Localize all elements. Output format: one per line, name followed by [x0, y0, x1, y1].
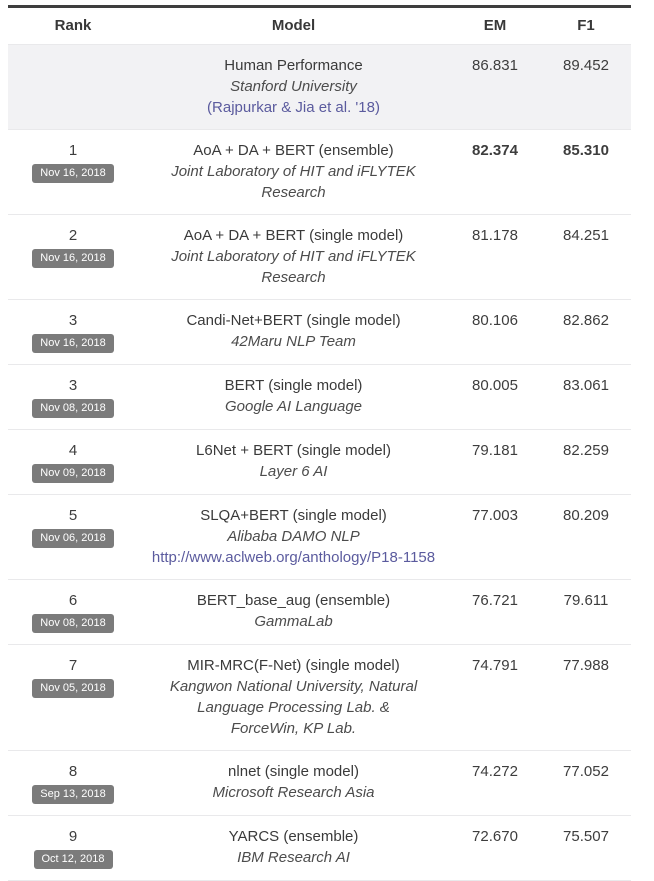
- model-cell: [138, 225, 449, 288]
- em-value: 86.831: [472, 57, 518, 74]
- f1-value: 82.259: [563, 442, 609, 459]
- model-name: Candi-Net+BERT (single model): [186, 312, 401, 329]
- table-row: [8, 300, 631, 365]
- f1-value: 83.061: [563, 377, 609, 394]
- institution: GammaLab: [254, 613, 333, 630]
- date-badge: Nov 06, 2018: [32, 529, 113, 548]
- column-header-em: EM: [483, 17, 507, 34]
- model-cell: [138, 440, 449, 482]
- model-name: BERT_base_aug (ensemble): [196, 592, 391, 609]
- rank-number: 4: [68, 442, 78, 459]
- rank-number: 6: [68, 592, 78, 609]
- date-badge: Nov 16, 2018: [32, 249, 113, 268]
- em-value: 79.181: [472, 442, 518, 459]
- column-header-rank: Rank: [54, 17, 92, 34]
- table-row: [8, 215, 631, 300]
- date-badge: Nov 16, 2018: [32, 334, 113, 353]
- rank-number: 1: [68, 142, 78, 159]
- model-name: AoA + DA + BERT (single model): [183, 227, 404, 244]
- model-name: Human Performance: [224, 57, 363, 74]
- date-badge: Nov 08, 2018: [32, 614, 113, 633]
- rank-cell: [8, 826, 138, 869]
- table-row: [8, 645, 631, 751]
- em-value: 72.670: [472, 828, 518, 845]
- em-value: 74.791: [472, 657, 518, 674]
- rank-cell: [8, 505, 138, 548]
- column-header-model: Model: [271, 17, 316, 34]
- model-name: nlnet (single model): [228, 763, 359, 780]
- rank-cell: [8, 590, 138, 633]
- rank-number: 3: [68, 377, 78, 394]
- model-cell: [138, 761, 449, 803]
- date-badge: Oct 12, 2018: [34, 850, 113, 869]
- em-value: 80.106: [472, 312, 518, 329]
- institution: Kangwon National University, Natural Language Processing Lab. & ForceWin, KP Lab.: [169, 678, 418, 737]
- table-row: [8, 130, 631, 215]
- column-header-f1: F1: [577, 17, 595, 34]
- date-badge: Nov 09, 2018: [32, 464, 113, 483]
- rank-number: 8: [68, 763, 78, 780]
- rank-cell: [8, 440, 138, 483]
- table-row: [8, 580, 631, 645]
- f1-value: 89.452: [563, 57, 609, 74]
- paper-link[interactable]: (Rajpurkar & Jia et al. '18): [207, 99, 380, 116]
- paper-link[interactable]: http://www.aclweb.org/anthology/P18-1158: [151, 549, 436, 566]
- f1-value: 84.251: [563, 227, 609, 244]
- header-row: [8, 8, 631, 45]
- institution: Layer 6 AI: [259, 463, 328, 480]
- date-badge: Nov 08, 2018: [32, 399, 113, 418]
- model-cell: [138, 375, 449, 417]
- rank-number: 3: [68, 312, 78, 329]
- rank-number: 7: [68, 657, 78, 674]
- f1-value: 85.310: [563, 142, 609, 159]
- table-row: [8, 751, 631, 816]
- rank-number: 5: [68, 507, 78, 524]
- rank-cell: [8, 140, 138, 183]
- rank-cell: [8, 655, 138, 698]
- model-name: AoA + DA + BERT (ensemble): [193, 142, 394, 159]
- rank-number: 9: [68, 828, 78, 845]
- model-cell: [138, 505, 449, 568]
- institution: Microsoft Research Asia: [212, 784, 375, 801]
- institution: Alibaba DAMO NLP: [227, 528, 360, 545]
- f1-value: 77.988: [563, 657, 609, 674]
- f1-value: 79.611: [563, 592, 609, 609]
- em-value: 80.005: [472, 377, 518, 394]
- f1-value: 80.209: [563, 507, 609, 524]
- table-row: [8, 430, 631, 495]
- model-name: MIR-MRC(F-Net) (single model): [187, 657, 400, 674]
- model-cell: [138, 310, 449, 352]
- date-badge: Sep 13, 2018: [32, 785, 113, 804]
- model-cell: [138, 55, 449, 118]
- institution: Stanford University: [230, 78, 357, 95]
- institution: 42Maru NLP Team: [231, 333, 356, 350]
- model-name: SLQA+BERT (single model): [200, 507, 387, 524]
- model-name: L6Net + BERT (single model): [196, 442, 391, 459]
- em-value: 81.178: [472, 227, 518, 244]
- rank-number: 2: [68, 227, 78, 244]
- institution: Joint Laboratory of HIT and iFLYTEK Research: [171, 163, 416, 201]
- institution: Joint Laboratory of HIT and iFLYTEK Research: [171, 248, 416, 286]
- date-badge: Nov 16, 2018: [32, 164, 113, 183]
- f1-value: 77.052: [563, 763, 609, 780]
- table-row: [8, 365, 631, 430]
- model-name: YARCS (ensemble): [228, 828, 359, 845]
- f1-value: 82.862: [563, 312, 609, 329]
- date-badge: Nov 05, 2018: [32, 679, 113, 698]
- rank-cell: [8, 310, 138, 353]
- table-row: [8, 495, 631, 580]
- leaderboard-table: [8, 5, 631, 881]
- table-row: [8, 816, 631, 881]
- model-cell: [138, 826, 449, 868]
- institution: Google AI Language: [224, 398, 363, 415]
- f1-value: 75.507: [563, 828, 609, 845]
- model-cell: [138, 590, 449, 632]
- em-value: 74.272: [472, 763, 518, 780]
- rank-cell: [8, 225, 138, 268]
- table-row-human-performance: [8, 45, 631, 130]
- model-name: BERT (single model): [224, 377, 363, 394]
- institution: IBM Research AI: [237, 849, 350, 866]
- model-cell: [138, 140, 449, 203]
- rank-cell: [8, 761, 138, 804]
- em-value: 76.721: [472, 592, 518, 609]
- em-value: 77.003: [472, 507, 518, 524]
- model-cell: [138, 655, 449, 739]
- rank-cell: [8, 375, 138, 418]
- em-value: 82.374: [472, 142, 518, 159]
